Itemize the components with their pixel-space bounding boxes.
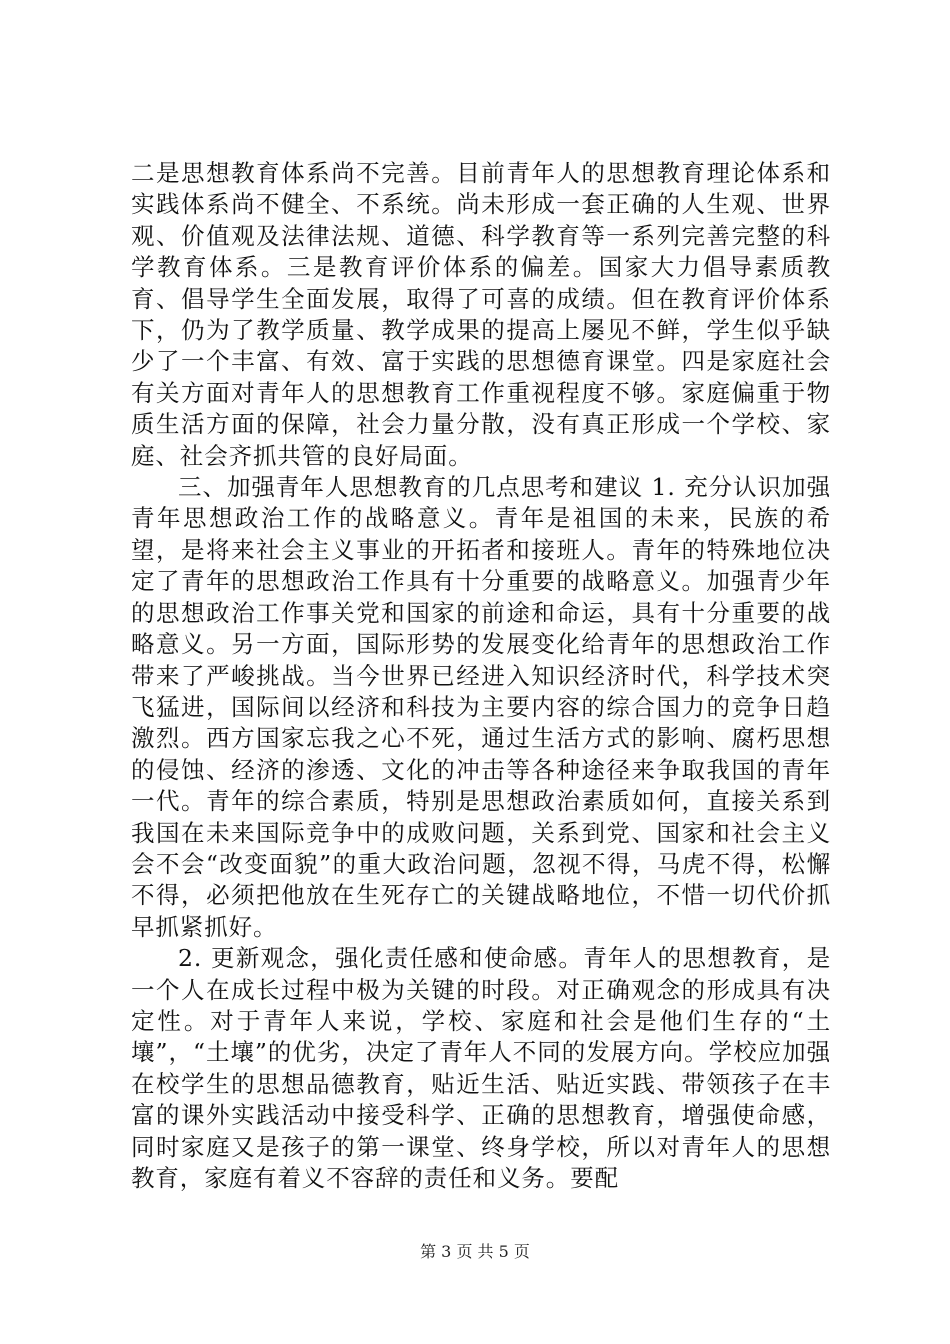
paragraph-suggestions-strategic: 三、加强青年人思想教育的几点思考和建议 1. 充分认识加强青年思想政治工作的战略意义。青年是祖国的未来，民族的希望，是将来社会主义事业的开拓者和接班人。青年的特殊地位决定了青年的思想政治工作具有十分重要的战略意义。加强青少年的思想政治工作事关党和国家的前途和命运，具有十分重要的战略意义。另一方面，国际形势的发展变化给青年的思想政治工作带来了严峻挑战。当今世界已经进入知识经济时代，科学技术突飞猛进，国际间以经济和科技为主要内容的综合国力的竞争日趋激烈。西方国家忘我之心不死，通过生活方式的影响、腐朽思想的侵蚀、经济的渗透、文化的冲击等各种途径来争取我国的青年一代。青年的综合素质，特别是思想政治素质如何，直接关系到我国在未来国际竞争中的成败问题，关系到党、国家和社会主义会不会“改变面貌”的重大政治问题，忽视不得，马虎不得，松懈不得，必须把他放在生死存亡的关键战略地位，不惜一切代价抓早抓紧抓好。 (131, 473, 831, 941)
paragraph-education-system: 二是思想教育体系尚不完善。目前青年人的思想教育理论体系和实践体系尚不健全、不系统。尚未形成一套正确的人生观、世界观、价值观及法律法规、道德、科学教育等一系列完善完整的科学教育体系。三是教育评价体系的偏差。国家大力倡导素质教育、倡导学生全面发展，取得了可喜的成绩。但在教育评价体系下，仍为了教学质量、教学成果的提高上屡见不鲜，学生似乎缺少了一个丰富、有效、富于实践的思想德育课堂。四是家庭社会有关方面对青年人的思想教育工作重视程度不够。家庭偏重于物质生活方面的保障，社会力量分散，没有真正形成一个学校、家庭、社会齐抓共管的良好局面。 (131, 159, 831, 470)
document-body (131, 158, 831, 1194)
paragraph-renew-concepts: 2. 更新观念，强化责任感和使命感。青年人的思想教育，是一个人在成长过程中极为关键的时段。对正确观念的形成具有决定性。对于青年人来说，学校、家庭和社会是他们生存的“土壤”，“土壤”的优劣，决定了青年人不同的发展方向。学校应加强在校学生的思想品德教育，贴近生活、贴近实践、带领孩子在丰富的课外实践活动中接受科学、正确的思想教育，增强使命感，同时家庭又是孩子的第一课堂、终身学校，所以对青年人的思想教育，家庭有着义不容辞的责任和义务。要配 (131, 944, 831, 1192)
page-footer: 第 3 页 共 5 页 (420, 1242, 530, 1261)
